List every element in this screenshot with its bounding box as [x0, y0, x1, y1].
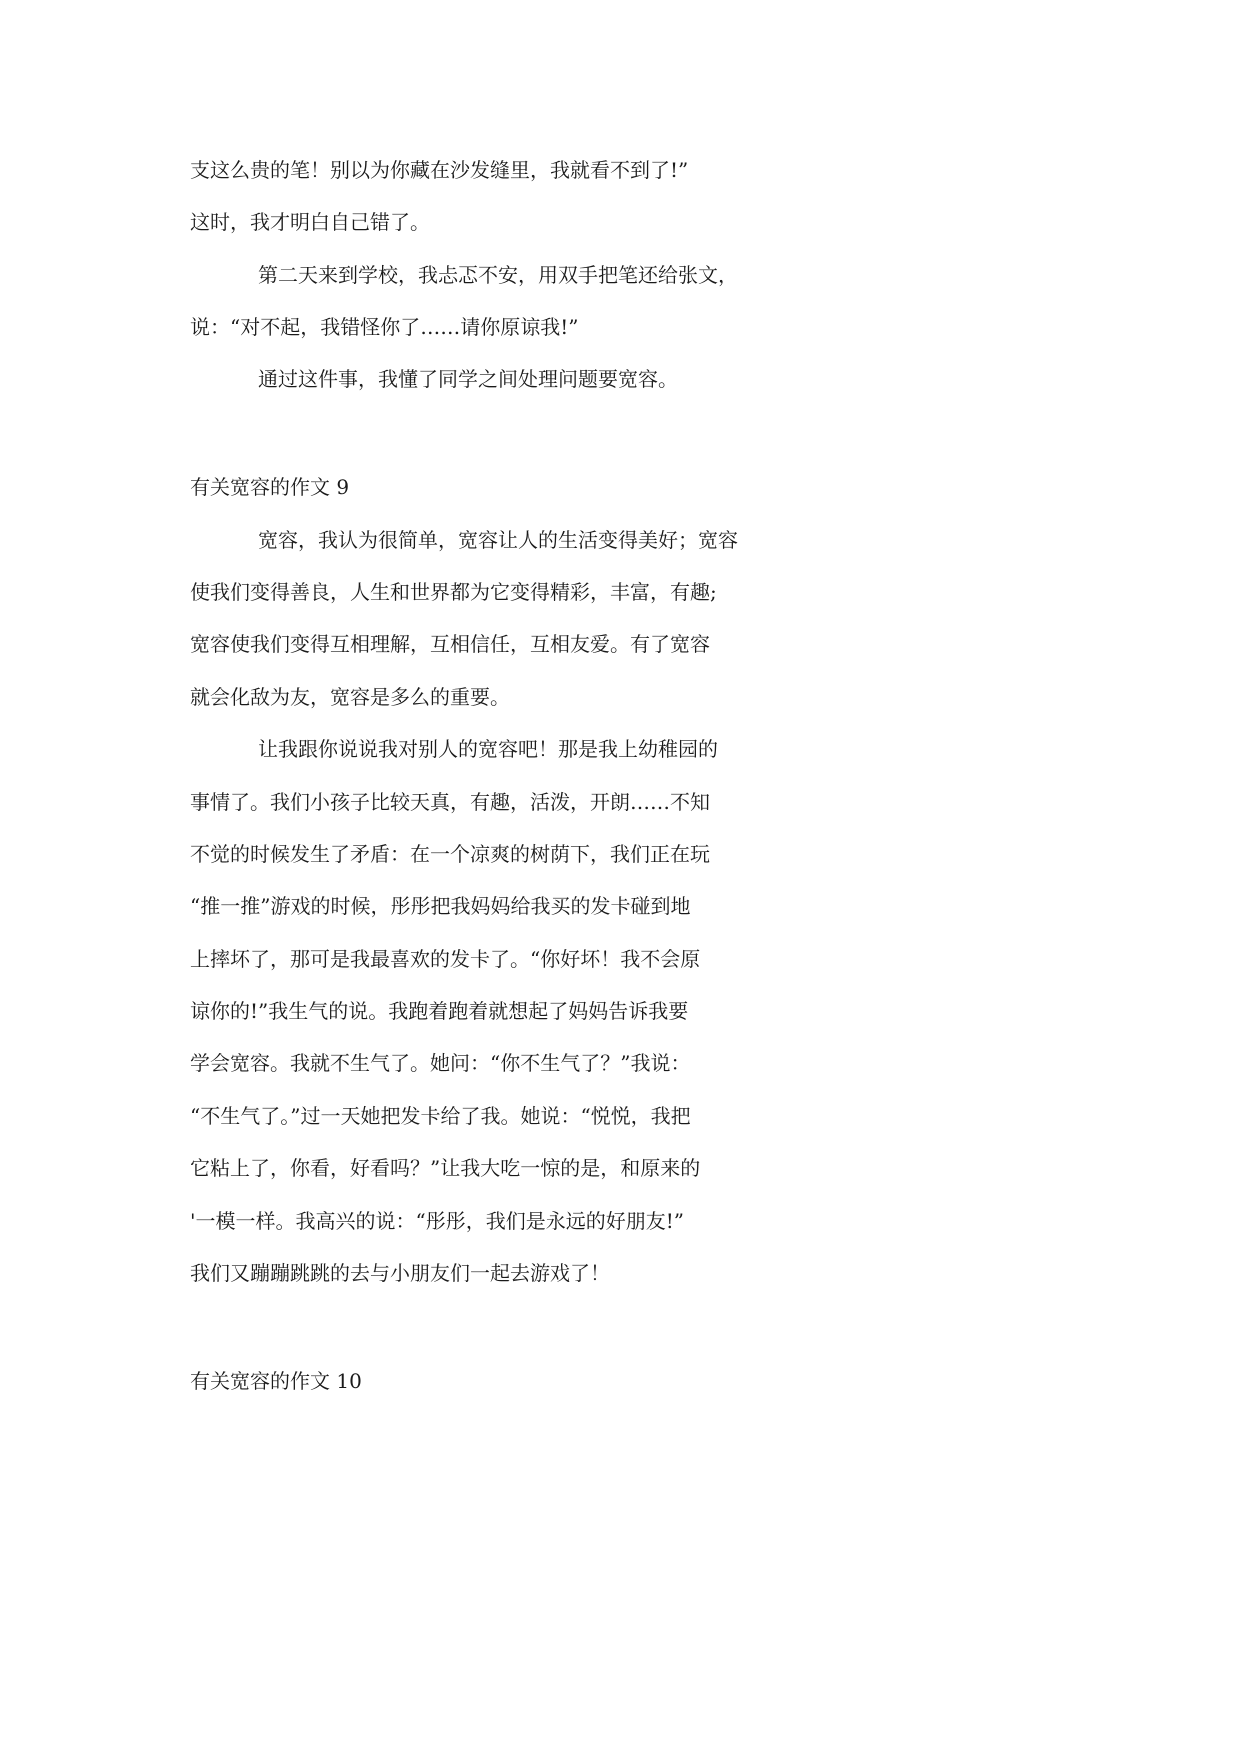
- paragraph-line: '一模一样。我高兴的说：“彤彤，我们是永远的好朋友!”: [190, 1209, 684, 1233]
- paragraph-line: 不觉的时候发生了矛盾：在一个凉爽的树荫下，我们正在玩: [190, 842, 710, 866]
- paragraph-line: 第二天来到学校，我忐忑不安，用双手把笔还给张文，: [258, 263, 738, 287]
- paragraph-line: 让我跟你说说我对别人的宽容吧！那是我上幼稚园的: [258, 737, 718, 761]
- paragraph-line: 宽容，我认为很简单，宽容让人的生活变得美好；宽容: [258, 528, 738, 552]
- section-heading: 有关宽容的作文 9: [190, 475, 350, 499]
- paragraph-line: 通过这件事，我懂了同学之间处理问题要宽容。: [258, 367, 678, 391]
- paragraph-line: 它粘上了，你看，好看吗？”让我大吃一惊的是，和原来的: [190, 1156, 701, 1180]
- paragraph-line: “推一推”游戏的时候，彤彤把我妈妈给我买的发卡碰到地: [190, 894, 691, 918]
- section-heading: 有关宽容的作文 10: [190, 1369, 362, 1393]
- paragraph-line: 上摔坏了，那可是我最喜欢的发卡了。“你好坏！我不会原: [190, 947, 701, 971]
- paragraph-line: 支这么贵的笔！别以为你藏在沙发缝里，我就看不到了!”: [190, 158, 689, 182]
- paragraph-line: 宽容使我们变得互相理解，互相信任，互相友爱。有了宽容: [190, 632, 710, 656]
- paragraph-line: 谅你的!”我生气的说。我跑着跑着就想起了妈妈告诉我要: [190, 999, 689, 1023]
- paragraph-line: 这时，我才明白自己错了。: [190, 210, 430, 234]
- paragraph-line: 我们又蹦蹦跳跳的去与小朋友们一起去游戏了！: [190, 1261, 610, 1285]
- paragraph-line: 学会宽容。我就不生气了。她问：“你不生气了？”我说：: [190, 1051, 691, 1075]
- paragraph-line: 就会化敌为友，宽容是多么的重要。: [190, 685, 510, 709]
- paragraph-line: 说：“对不起，我错怪你了……请你原谅我!”: [190, 315, 579, 339]
- paragraph-line: 使我们变得善良，人生和世界都为它变得精彩，丰富，有趣;: [190, 580, 717, 604]
- paragraph-line: “不生气了。”过一天她把发卡给了我。她说：“悦悦，我把: [190, 1104, 691, 1128]
- paragraph-line: 事情了。我们小孩子比较天真，有趣，活泼，开朗……不知: [190, 790, 710, 814]
